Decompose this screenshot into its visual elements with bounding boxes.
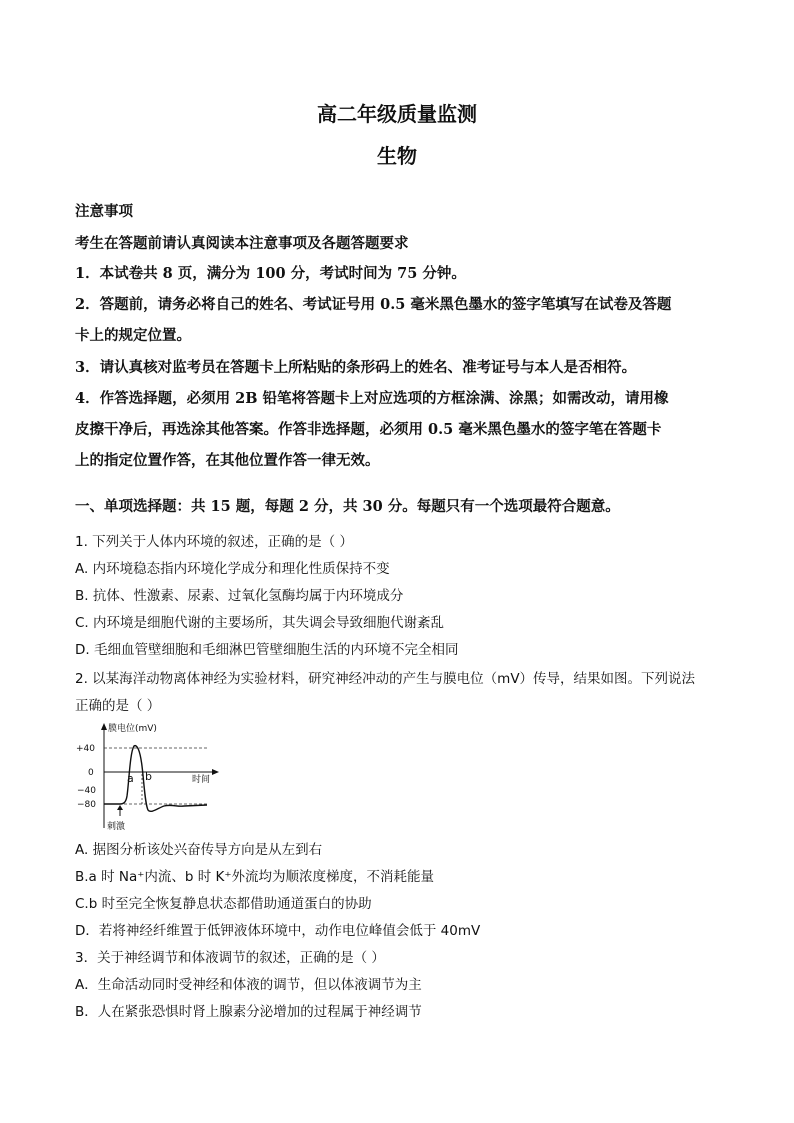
section-1-heading: 一、单项选择题：共 15 题，每题 2 分，共 30 分。每题只有一个选项最符合题意。 <box>75 498 620 515</box>
tick-0: 0 <box>88 768 94 778</box>
figure-y-axis-label: 膜电位(mV) <box>108 724 157 734</box>
notice-item-1: 1．本试卷共 8 页，满分为 100 分，考试时间为 75 分钟。 <box>75 265 466 282</box>
q2-stem-line-2: 正确的是（ ） <box>75 698 161 714</box>
q3-option-a: A．生命活动同时受神经和体液的调节，但以体液调节为主 <box>75 977 422 993</box>
q2-option-c: C.b 时至完全恢复静息状态都借助通道蛋白的协助 <box>75 896 372 912</box>
q1-option-b: B. 抗体、性激素、尿素、过氧化氢酶均属于内环境成分 <box>75 588 404 604</box>
stimulus-label: 刺激 <box>107 822 126 832</box>
notice-item-3: 3．请认真核对监考员在答题卡上所粘贴的条形码上的姓名、准考证号与本人是否相符。 <box>75 359 637 376</box>
q1-stem: 1. 下列关于人体内环境的叙述，正确的是（ ） <box>75 534 353 550</box>
phase-b-label: b <box>145 770 152 783</box>
notice-item-4-line-1: 4．作答选择题，必须用 2B 铅笔将答题卡上对应选项的方框涂满、涂黑；如需改动，请用橡 <box>75 390 669 407</box>
notice-intro: 考生在答题前请认真阅读本注意事项及各题答题要求 <box>75 235 409 252</box>
q1-option-a: A. 内环境稳态指内环境化学成分和理化性质保持不变 <box>75 561 390 577</box>
figure-x-axis-label: 时间 <box>192 775 211 785</box>
exam-title: 高二年级质量监测 <box>317 102 477 126</box>
membrane-potential-figure <box>72 722 222 832</box>
notice-item-2-line-1: 2．答题前，请务必将自己的姓名、考试证号用 0.5 毫米黑色墨水的签字笔填写在试卷及答题 <box>75 296 672 313</box>
q1-option-d: D. 毛细血管壁细胞和毛细淋巴管壁细胞生活的内环境不完全相同 <box>75 642 459 658</box>
q2-option-b: B.a 时 Na⁺内流、b 时 K⁺外流均为顺浓度梯度，不消耗能量 <box>75 869 435 885</box>
x-axis-arrow-icon <box>212 769 219 775</box>
y-axis-arrow-icon <box>101 723 107 730</box>
exam-subject: 生物 <box>377 144 417 168</box>
notice-item-4-line-3: 上的指定位置作答，在其他位置作答一律无效。 <box>75 452 380 469</box>
phase-a-label: a <box>127 772 134 785</box>
notice-heading: 注意事项 <box>75 203 133 220</box>
tick-minus80: −80 <box>77 800 96 810</box>
tick-minus40: −40 <box>77 786 96 796</box>
q1-option-c: C. 内环境是细胞代谢的主要场所，其失调会导致细胞代谢紊乱 <box>75 615 445 631</box>
notice-item-2-line-2: 卡上的规定位置。 <box>75 327 191 344</box>
q3-option-b: B．人在紧张恐惧时肾上腺素分泌增加的过程属于神经调节 <box>75 1004 422 1020</box>
q3-stem: 3．关于神经调节和体液调节的叙述，正确的是（ ） <box>75 950 385 966</box>
q2-stem-line-1: 2. 以某海洋动物离体神经为实验材料，研究神经冲动的产生与膜电位（mV）传导，结果如图。下列说法 <box>75 671 696 687</box>
q2-option-a: A. 据图分析该处兴奋传导方向是从左到右 <box>75 842 323 858</box>
q2-option-d: D．若将神经纤维置于低钾液体环境中，动作电位峰值会低于 40mV <box>75 923 481 939</box>
notice-item-4-line-2: 皮擦干净后，再选涂其他答案。作答非选择题，必须用 0.5 毫米黑色墨水的签字笔在答题卡 <box>75 421 662 438</box>
stimulus-arrow-icon <box>117 805 123 810</box>
tick-plus40: +40 <box>76 744 95 754</box>
